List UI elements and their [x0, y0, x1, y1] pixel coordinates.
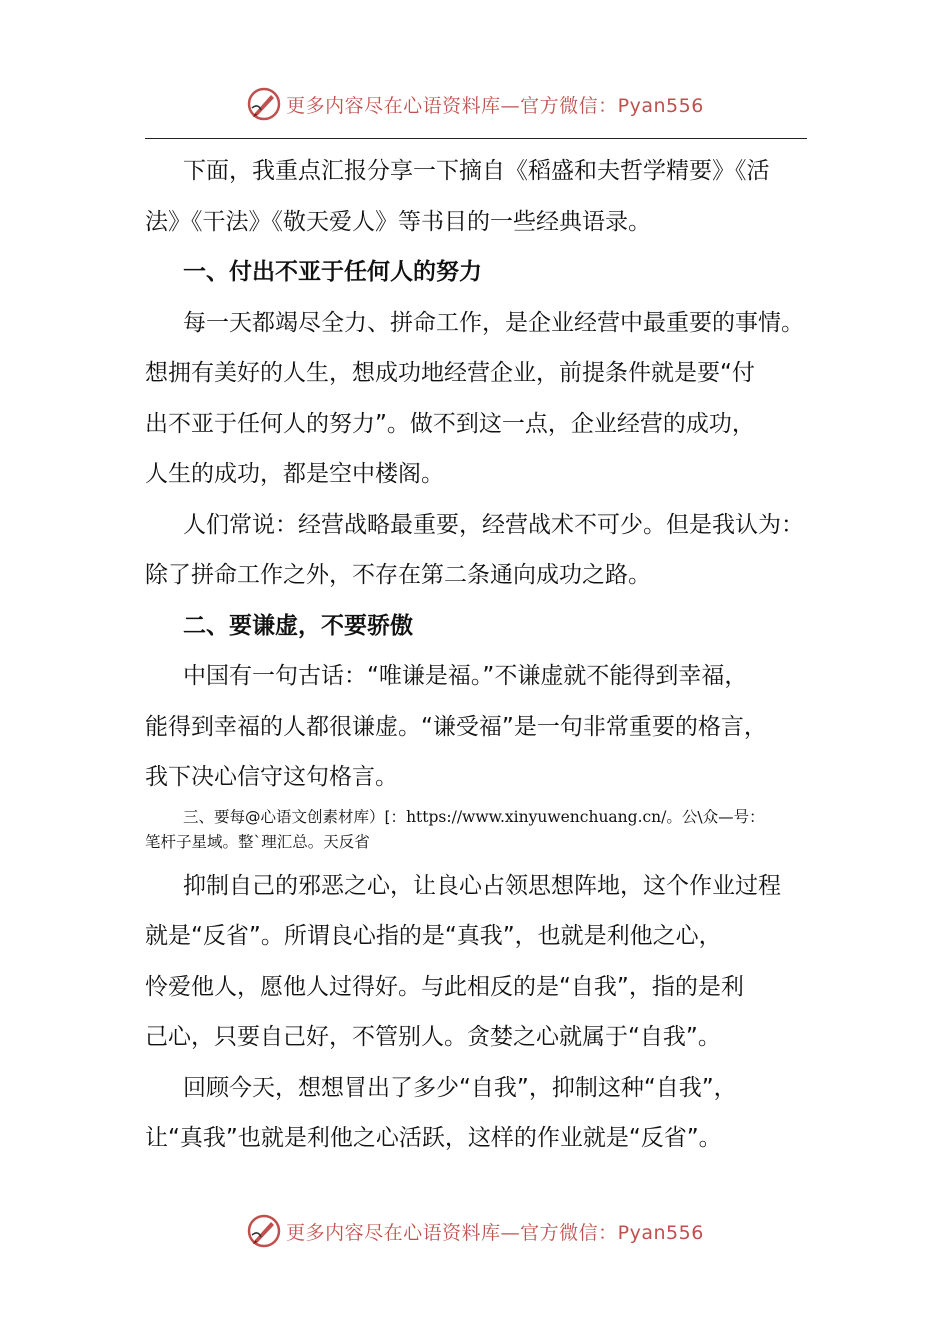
footer-wechat-id: Pyan556: [617, 1221, 704, 1244]
text-line: 想拥有美好的人生，想成功地经营企业，前提条件就是要“付: [145, 360, 755, 386]
text-line: 出不亚于任何人的努力”。做不到这一点，企业经营的成功，: [145, 410, 755, 437]
text-line: 让“真我”也就是利他之心活跃，这样的作业就是“反省”。: [145, 1125, 722, 1151]
footer-banner-text: 更多内容尽在心语资料库—官方微信：Pyan556: [286, 1221, 704, 1244]
pen-logo-icon: [246, 1213, 282, 1249]
source-url: https://www.xinyuwenchuang.cn/: [406, 807, 667, 826]
header-banner-text: 更多内容尽在心语资料库—官方微信：Pyan556: [286, 94, 704, 117]
text-line: 怜爱他人，愿他人过得好。与此相反的是“自我”，指的是利: [145, 973, 744, 1000]
text-line: 己心，只要自己好，不管别人。贪婪之心就属于“自我”。: [145, 1024, 721, 1050]
footer-banner: [0, 1207, 950, 1255]
text-line: 能得到幸福的人都很谦虚。“谦受福”是一句非常重要的格言，: [145, 713, 767, 740]
text-line: 除了拼命工作之外，不存在第二条通向成功之路。: [145, 562, 651, 588]
header-divider: [145, 138, 807, 139]
text-line: 回顾今天，想想冒出了多少“自我”，抑制这种“自我”，: [183, 1074, 737, 1101]
header-banner: [0, 80, 950, 128]
text-line: 下面，我重点汇报分享一下摘自《稻盛和夫哲学精要》《活: [183, 158, 770, 184]
text-line: 中国有一句古话：“唯谦是福。”不谦虚就不能得到幸福，: [183, 663, 748, 689]
text-line: 我下决心信守这句格言。: [145, 764, 398, 790]
section-heading-1: 一、付出不亚于任何人的努力: [183, 259, 482, 285]
document-body: [145, 146, 815, 1164]
text-line: 抑制自己的邪恶之心，让良心占领思想阵地，这个作业过程: [183, 872, 781, 899]
header-wechat-id: Pyan556: [617, 94, 704, 117]
text-line: 法》《干法》《敬天爱人》等书目的一些经典语录。: [145, 208, 651, 235]
text-line: 每一天都竭尽全力、拼命工作，是企业经营中最重要的事情。: [183, 309, 804, 336]
text-line: 就是“反省”。所谓良心指的是“真我”，也就是利他之心，: [145, 923, 722, 949]
text-line: 人生的成功，都是空中楼阁。: [145, 461, 444, 487]
text-line: 人们常说：经营战略最重要，经营战术不可少。但是我认为：: [183, 511, 804, 538]
section-heading-2: 二、要谦虚，不要骄傲: [183, 612, 413, 639]
section-heading-3-watermarked: 三、要每@心语文创素材库）[：https://www.xinyuwenchuang.cn/。公\众—号： 笔杆子星域。整`理汇总。天反省: [145, 807, 765, 851]
pen-logo-icon: [246, 86, 282, 122]
